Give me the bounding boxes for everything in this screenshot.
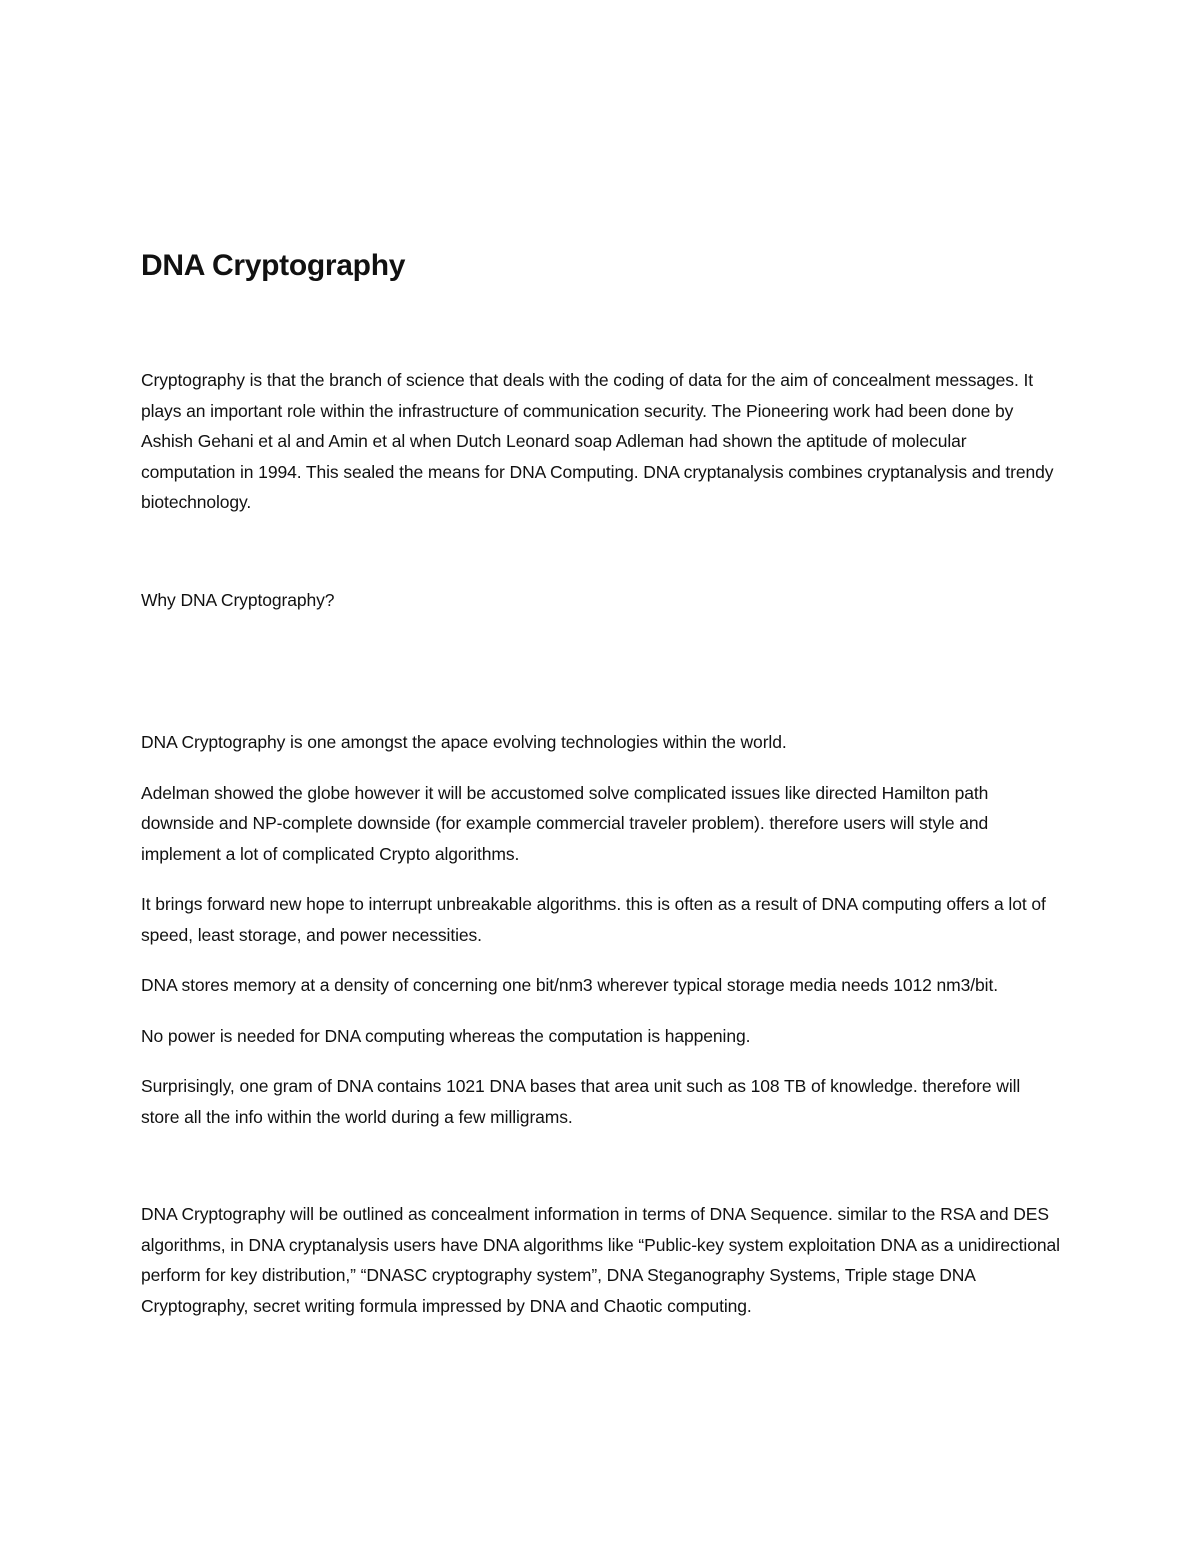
section-heading-why: Why DNA Cryptography? bbox=[141, 589, 335, 610]
paragraph-new-hope: It brings forward new hope to interrupt unbreakable algorithms. this is often as a result of DNA computing offers a lot of speed, least storage, and power necessities. bbox=[141, 894, 1046, 945]
paragraph-gram: Surprisingly, one gram of DNA contains 1021 DNA bases that area unit such as 108 TB of knowledge. therefore will store all the info within the world during a few milligrams. bbox=[141, 1076, 1021, 1127]
document-body bbox=[141, 248, 1061, 1321]
paragraph-no-power: No power is needed for DNA computing whereas the computation is happening. bbox=[141, 1025, 751, 1046]
paragraph-density: DNA stores memory at a density of concerning one bit/nm3 wherever typical storage media needs 1012 nm3/bit. bbox=[141, 975, 998, 995]
paragraph-adelman: Adelman showed the globe however it will be accustomed solve complicated issues like directed Hamilton path downside and NP-complete downside (for example commercial traveler problem). therefore users will style and implement a lot of complicated Crypto algorithms. bbox=[141, 782, 989, 864]
paragraph-definition: DNA Cryptography will be outlined as concealment information in terms of DNA Sequence. similar to the RSA and DES algorithms, in DNA cryptanalysis users have DNA algorithms like “Public-key system exploitation DNA as a unidirectional perform for key distribution,” “DNASC cryptography system”, DNA Steganography Systems, Triple stage DNA Cryptography, secret writing formula impressed by DNA and Chaotic computing. bbox=[141, 1204, 1060, 1316]
paragraph-intro: Cryptography is that the branch of science that deals with the coding of data for the aim of concealment messages. It plays an important role within the infrastructure of communication security. The Pioneering work had been done by Ashish Gehani et al and Amin et al when Dutch Leonard soap Adleman had shown the aptitude of molecular computation in 1994. This sealed the means for DNA Computing. DNA cryptanalysis combines cryptanalysis and trendy biotechnology. bbox=[141, 370, 1054, 512]
document-title: DNA Cryptography bbox=[141, 249, 406, 282]
paragraph-evolving: DNA Cryptography is one amongst the apace evolving technologies within the world. bbox=[141, 732, 787, 752]
